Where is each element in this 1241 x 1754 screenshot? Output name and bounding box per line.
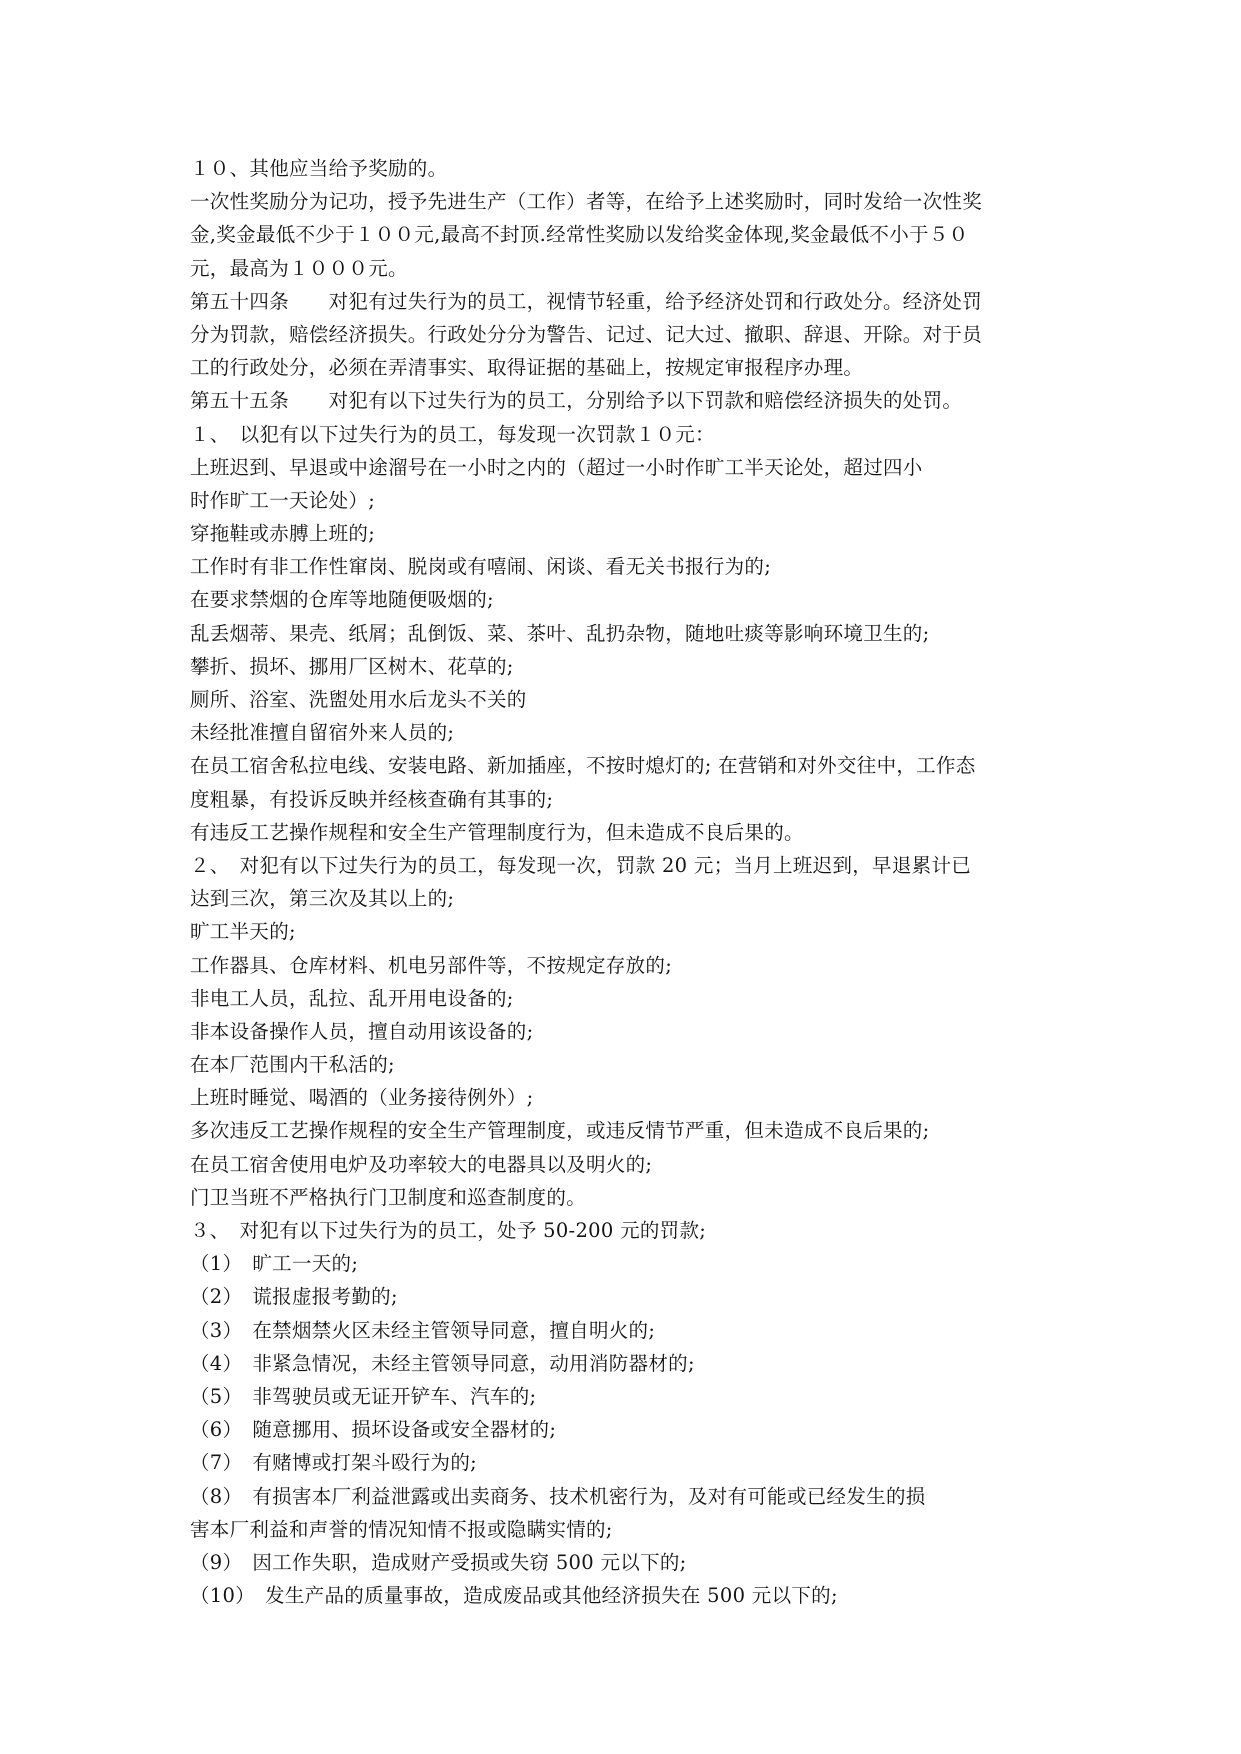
text-line: 元，最高为１０００元。 bbox=[190, 256, 408, 280]
text-line: （5） 非驾驶员或无证开铲车、汽车的; bbox=[190, 1384, 537, 1408]
text-line: 乱丢烟蒂、果壳、纸屑；乱倒饭、菜、茶叶、乱扔杂物，随地吐痰等影响环境卫生的; bbox=[190, 621, 930, 645]
text-line: 厕所、浴室、洗盥处用水后龙头不关的 bbox=[190, 688, 527, 711]
text-line: 在员工宿舍使用电炉及功率较大的电器具以及明火的; bbox=[190, 1152, 653, 1176]
text-line: 害本厂利益和声誉的情况知情不报或隐瞒实情的; bbox=[190, 1517, 613, 1541]
text-line: 非本设备操作人员，擅自动用该设备的; bbox=[190, 1019, 534, 1043]
text-line: （6） 随意挪用、损坏设备或安全器材的; bbox=[190, 1418, 557, 1442]
text-line: （2） 谎报虚报考勤的; bbox=[190, 1285, 398, 1309]
text-line: （3） 在禁烟禁火区未经主管领导同意，擅自明火的; bbox=[190, 1318, 656, 1342]
document-body bbox=[190, 152, 1060, 1612]
text-line: 旷工半天的; bbox=[190, 920, 296, 944]
text-line: （7） 有赌博或打架斗殴行为的; bbox=[190, 1451, 478, 1475]
text-line: （4） 非紧急情况，未经主管领导同意，动用消防器材的; bbox=[190, 1351, 695, 1375]
text-line: 一次性奖励分为记功，授予先进生产（工作）者等，在给予上述奖励时，同时发给一次性奖 bbox=[190, 190, 983, 214]
text-line: 第五十五条 对犯有以下过失行为的员工，分别给予以下罚款和赔偿经济损失的处罚。 bbox=[190, 389, 963, 413]
text-line: 在要求禁烟的仓库等地随便吸烟的; bbox=[190, 588, 494, 612]
text-line: 有违反工艺操作规程和安全生产管理制度行为，但未造成不良后果的。 bbox=[190, 820, 804, 844]
text-line: 非电工人员，乱拉、乱开用电设备的; bbox=[190, 986, 514, 1010]
text-line: １０、其他应当给予奖励的。 bbox=[190, 157, 448, 180]
text-line: 度粗暴，有投诉反映并经核查确有其事的; bbox=[190, 787, 554, 811]
text-line: （1） 旷工一天的; bbox=[190, 1252, 359, 1276]
text-line: 在本厂范围内干私活的; bbox=[190, 1053, 395, 1077]
text-line: 上班时睡觉、喝酒的（业务接待例外）; bbox=[190, 1086, 534, 1110]
text-line: （8） 有损害本厂利益泄露或出卖商务、技术机密行为，及对有可能或已经发生的损 bbox=[190, 1484, 926, 1508]
text-line: （10） 发生产品的质量事故，造成废品或其他经济损失在 500 元以下的; bbox=[190, 1584, 838, 1608]
text-line: 达到三次，第三次及其以上的; bbox=[190, 887, 455, 911]
text-line: 分为罚款，赔偿经济损失。行政处分分为警告、记过、记大过、撤职、辞退、开除。对于员 bbox=[190, 322, 983, 346]
text-line: 金,奖金最低不少于１００元,最高不封顶.经常性奖励以发给奖金体现,奖金最低不小于５０ bbox=[190, 223, 969, 247]
text-line: 门卫当班不严格执行门卫制度和巡查制度的。 bbox=[190, 1185, 587, 1209]
text-line: 工作时有非工作性窜岗、脱岗或有嘻闹、闲谈、看无关书报行为的; bbox=[190, 555, 772, 579]
text-line: 穿拖鞋或赤膊上班的; bbox=[190, 522, 376, 546]
text-line: 工的行政处分，必须在弄清事实、取得证据的基础上，按规定审报程序办理。 bbox=[190, 356, 864, 380]
text-line: 上班迟到、早退或中途溜号在一小时之内的（超过一小时作旷工半天论处，超过四小 bbox=[190, 455, 923, 479]
text-line: 时作旷工一天论处）; bbox=[190, 488, 376, 512]
text-line: １、 以犯有以下过失行为的员工，每发现一次罚款１０元： bbox=[190, 422, 715, 446]
text-line: ３、 对犯有以下过失行为的员工，处予 50-200 元的罚款; bbox=[190, 1219, 707, 1242]
text-line: 多次违反工艺操作规程的安全生产管理制度，或违反情节严重，但未造成不良后果的; bbox=[190, 1119, 930, 1143]
text-line: 第五十四条 对犯有过失行为的员工，视情节轻重，给予经济处罚和行政处分。经济处罚 bbox=[190, 289, 983, 313]
text-line: 在员工宿舍私拉电线、安装电路、新加插座，不按时熄灯的; 在营销和对外交往中，工作态 bbox=[190, 754, 976, 778]
text-line: ２、 对犯有以下过失行为的员工，每发现一次，罚款 20 元；当月上班迟到，早退累计已 bbox=[190, 853, 972, 877]
text-line: 攀折、损坏、挪用厂区树木、花草的; bbox=[190, 654, 514, 678]
text-line: （9） 因工作失职，造成财产受损或失窃 500 元以下的; bbox=[190, 1550, 687, 1574]
text-line: 未经批准擅自留宿外来人员的; bbox=[190, 721, 455, 745]
text-line: 工作器具、仓库材料、机电另部件等，不按规定存放的; bbox=[190, 953, 673, 977]
